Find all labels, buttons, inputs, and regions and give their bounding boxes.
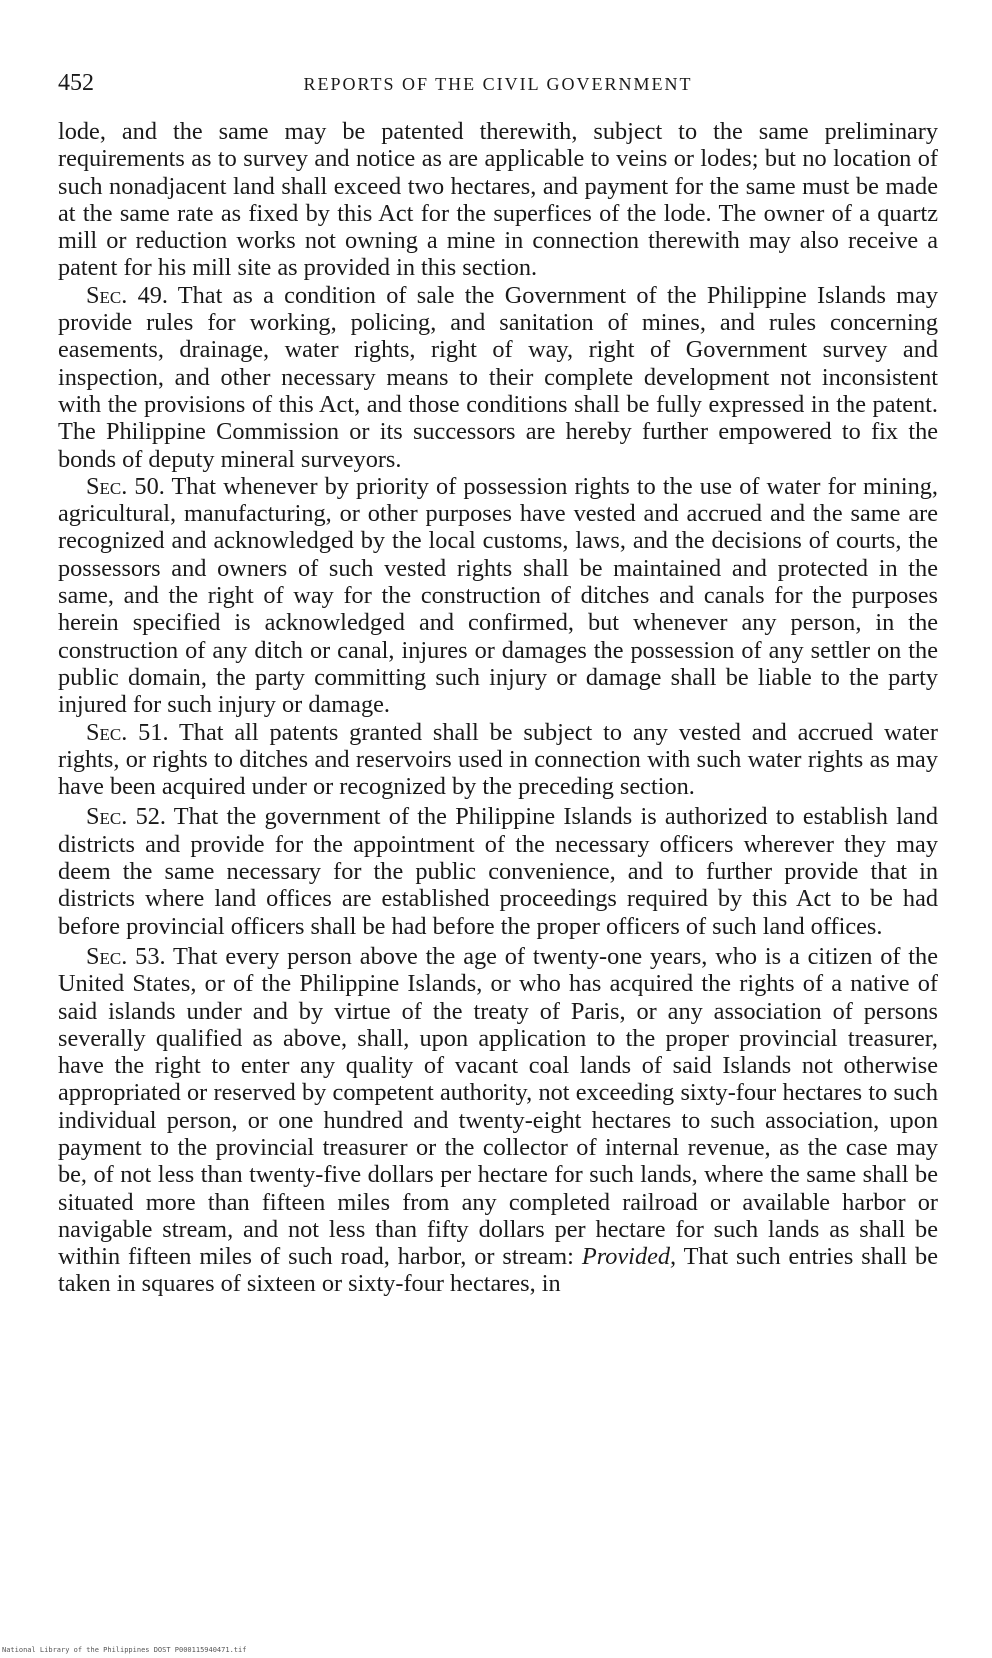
section-text: That as a condition of sale the Government of the Philippine Islands may provide rules for working, policing, and sanitation of mines, and rules concerning easements, drainage, water rights, right of way, right of Government survey and inspection, and other necessary means to their complete development not inconsistent with the provisions of this Act, and those conditions shall be fully expressed in the patent. The Philippine Commission or its successors are hereby further empowered to fix the bonds of deputy mineral surveyors. [58,281,938,473]
section-53 [58,943,938,1298]
section-text: That whenever by priority of possession rights to the use of water for mining, agricultural, manufacturing, or other purposes have vested and accrued and the same are recognized and acknowledged by the local customs, laws, and the decisions of courts, the possessors and owners of such vested rights shall be maintained and protected in the same, and the right of way for the construction of ditches and canals for the purposes herein specified is acknowledged and confirmed, but whenever any person, in the construction of any ditch or canal, injures or damages the possession of any settler on the public domain, the party committing such injury or damage shall be liable to the party injured for such injury or damage. [58,472,938,719]
section-label: Sec. 53. [86,942,166,970]
section-label: Sec. 51. [86,718,169,746]
section-50 [58,473,938,719]
section-52 [58,803,938,939]
section-49 [58,282,938,473]
running-title: REPORTS OF THE CIVIL GOVERNMENT [303,74,693,94]
continuation-paragraph: lode, and the same may be patented therewith, subject to the same preliminary requirements as to survey and notice as are applicable to veins or lodes; but no location of such nonadjacent land shall exceed two hectares, and payment for the same must be made at the same rate as fixed by this Act for the superfices of the lode. The owner of a quartz mill or reduction works not owning a mine in connection therewith may also receive a patent for his mill site as provided in this section. [58,118,938,282]
section-label: Sec. 50. [86,472,165,500]
section-label: Sec. 52. [86,803,166,831]
page-number: 452 [58,70,94,96]
section-text: That all patents granted shall be subject to any vested and accrued water rights, or rights to ditches and reservoirs used in connection with such water rights as may have been acquired under or recognized by the preceding section. [58,718,938,801]
section-text: That the government of the Philippine Islands is authorized to establish land districts and provide for the appointment of the necessary officers wherever they may deem the same necessary for the public convenience, and to further provide that in districts where land offices are established proceedings required by this Act to be had before provincial officers shall be had before the proper officers of such land offices. [58,803,938,940]
section-text-continued: That such entries shall be taken in squares of sixteen or sixty-four hectares, in [58,1243,938,1298]
section-text: That every person above the age of twenty-one years, who is a citizen of the United States, or of the Philippine Islands, or who has acquired the rights of a native of said islands under and by virtue of the treaty of Paris, or any association of persons severally qualified as above, shall, upon application to the proper provincial treasurer, have the right to enter any quality of vacant coal lands of said Islands not otherwise appropriated or reserved by competent authority, not exceeding sixty-four hectares to such individual person, or one hundred and twenty-eight hectares to such association, upon payment to the provincial treasurer or the collector of internal revenue, as the case may be, of not less than twenty-five dollars per hectare for such lands, where the same shall be situated more than fifteen miles from any completed railroad or available harbor or navigable stream, and not less than fifty dollars per hectare for such lands as shall be within fifteen miles of such road, harbor, or stream: [58,942,938,1271]
section-label: Sec. 49. [86,281,168,309]
scan-credit: National Library of the Philippines DOST P000115940471.tif [2,1646,247,1654]
page-body [58,118,938,1298]
page-header [58,70,938,104]
section-51 [58,719,938,801]
provided-italic: Provided, [581,1243,677,1271]
